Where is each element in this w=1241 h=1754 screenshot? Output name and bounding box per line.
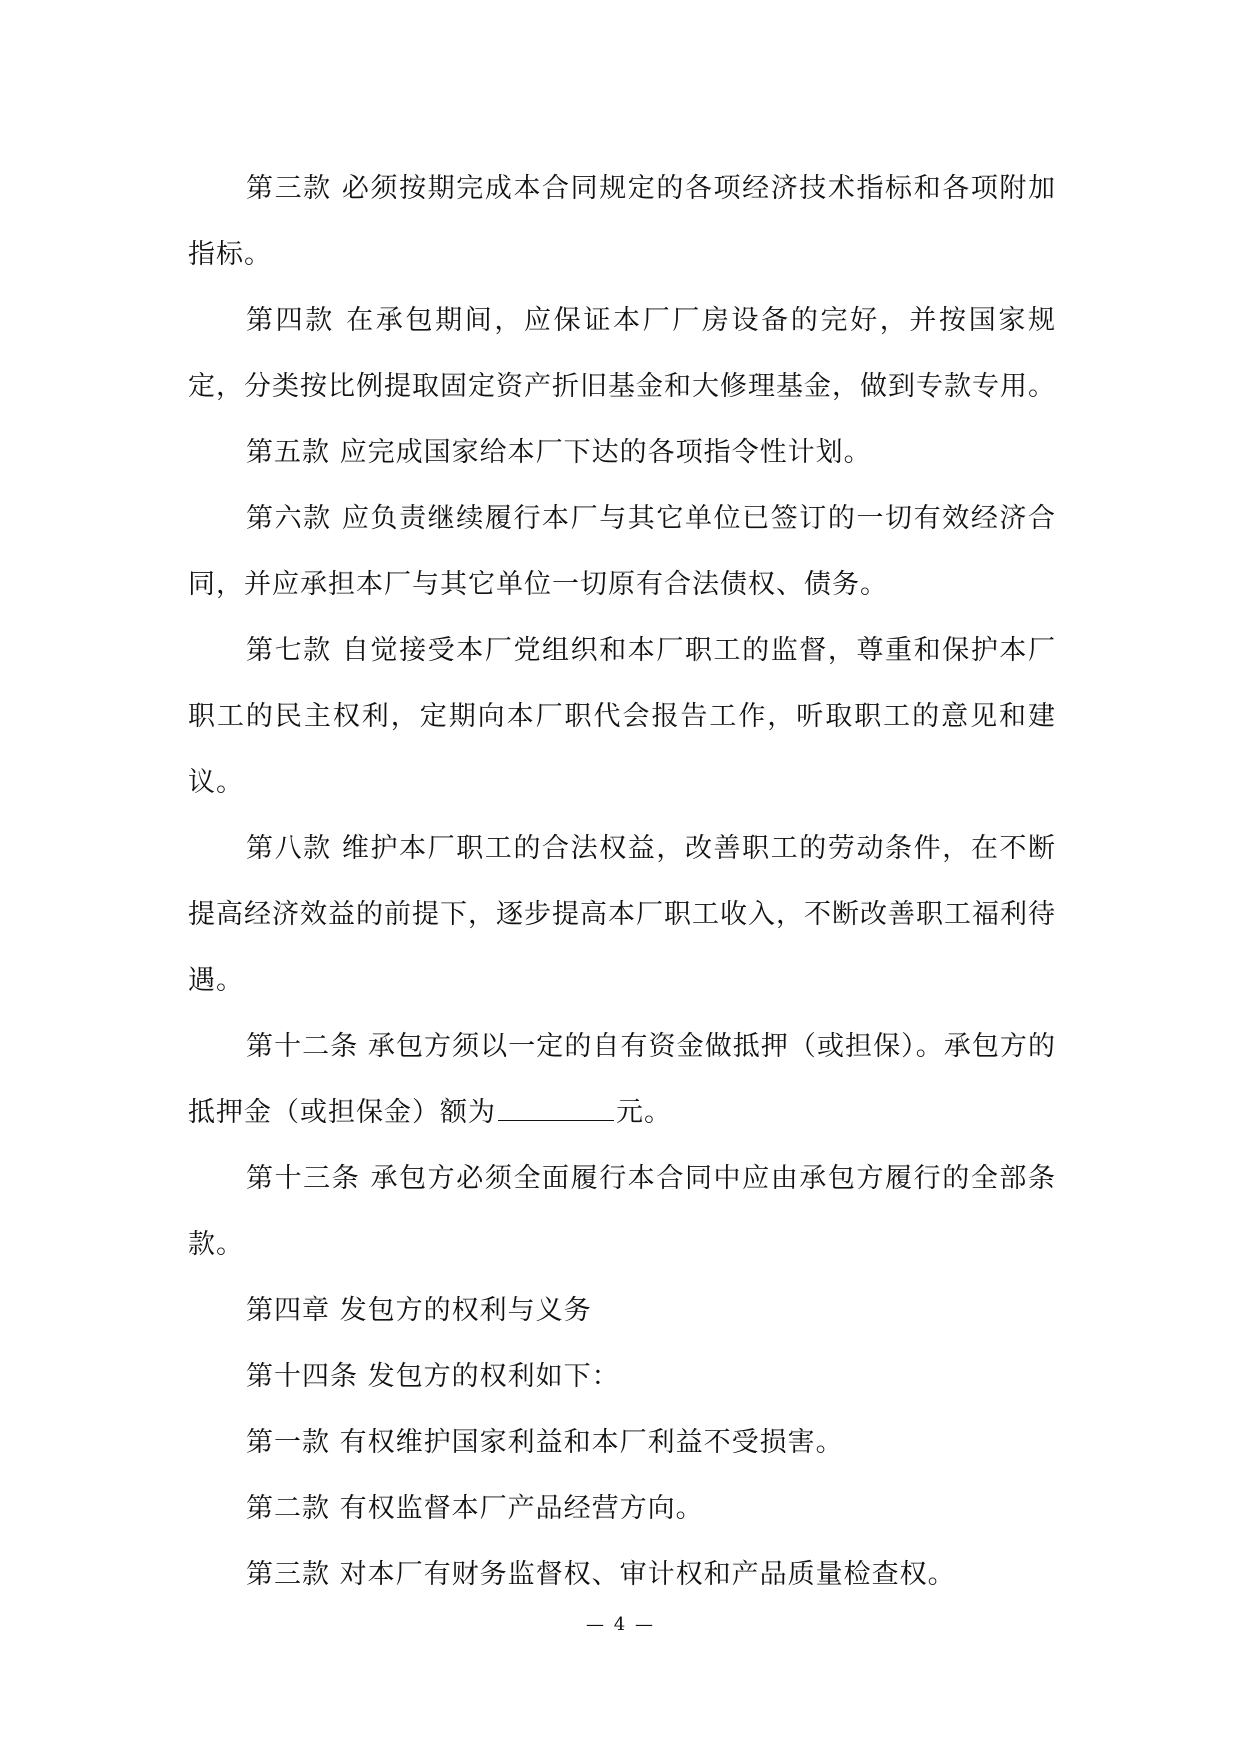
clause-7-paragraph: 第七款 自觉接受本厂党组织和本厂职工的监督，尊重和保护本厂职工的民主权利，定期向本厂职代会报告工作，听取职工的意见和建议。	[188, 635, 1056, 798]
clause-8-paragraph: 第八款 维护本厂职工的合法权益，改善职工的劳动条件，在不断提高经济效益的前提下，逐步提高本厂职工收入，不断改善职工福利待遇。	[188, 833, 1056, 996]
clause-6-paragraph: 第六款 应负责继续履行本厂与其它单位已签订的一切有效经济合同，并应承担本厂与其它单位一切原有合法债权、债务。	[188, 503, 1056, 600]
clause-3b-paragraph: 第三款 对本厂有财务监督权、审计权和产品质量检查权。	[246, 1559, 956, 1590]
page-number: — 4 —	[586, 1614, 655, 1635]
clause-4-paragraph: 第四款 在承包期间，应保证本厂厂房设备的完好，并按国家规定，分类按比例提取固定资产折旧基金和大修理基金，做到专款专用。	[188, 305, 1056, 402]
clause-3-paragraph: 第三款 必须按期完成本合同规定的各项经济技术指标和各项附加指标。	[188, 173, 1056, 270]
amount-blank-line	[498, 1096, 614, 1121]
article-12-paragraph	[188, 1014, 1056, 1146]
article-14-paragraph: 第十四条 发包方的权利如下：	[246, 1361, 620, 1392]
clause-5-paragraph: 第五款 应完成国家给本厂下达的各项指令性计划。	[246, 437, 872, 468]
article-12-text: 第十二条 承包方须以一定的自有资金做抵押（或担保）。承包方的抵押金（或担保金）额为	[188, 1031, 1056, 1128]
chapter-4-heading: 第四章 发包方的权利与义务	[246, 1295, 592, 1326]
article-12-unit: 元。	[616, 1097, 672, 1128]
clause-2-paragraph: 第二款 有权监督本厂产品经营方向。	[246, 1493, 704, 1524]
clause-1-paragraph: 第一款 有权维护国家利益和本厂利益不受损害。	[246, 1427, 844, 1458]
article-13-paragraph: 第十三条 承包方必须全面履行本合同中应由承包方履行的全部条款。	[188, 1163, 1056, 1260]
document-body	[188, 156, 1056, 1608]
